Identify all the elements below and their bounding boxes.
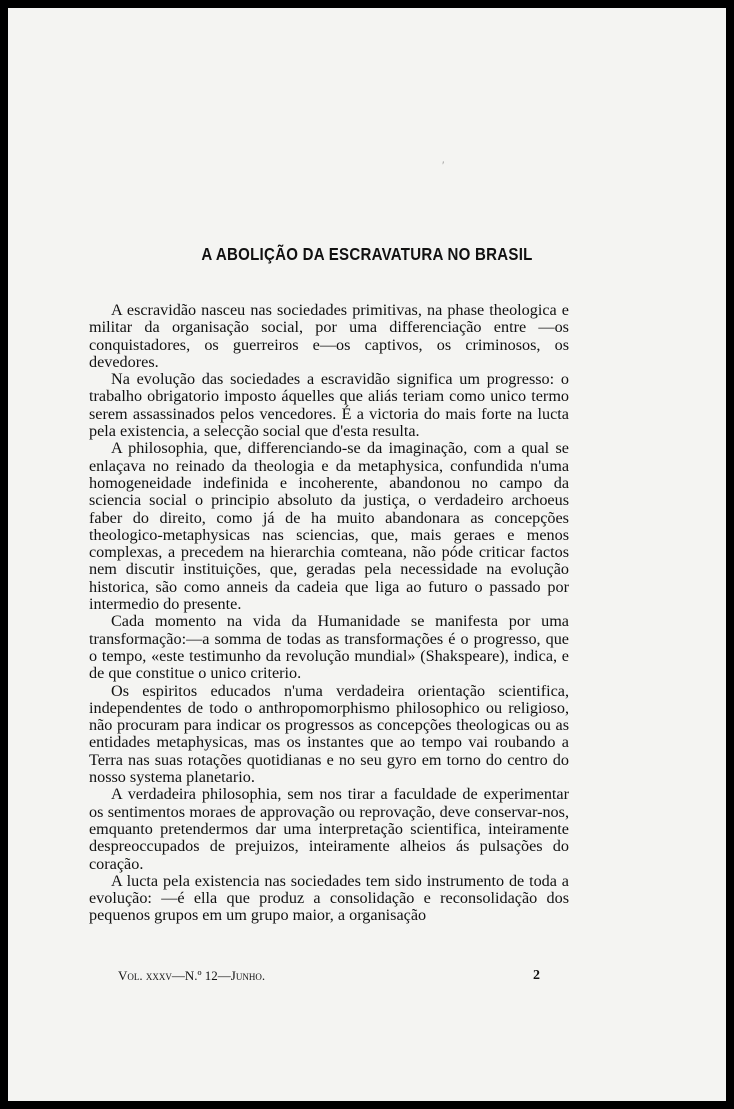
volume-line: Vol. xxxv—N.º 12—Junho. [118,968,266,983]
paragraph-3: A philosophia, que, differenciando-se da imaginação, com a qual se enlaçava no reinado da theologia e da metaphysica, confundida n'uma homogeneidade indefinida e incoherente, abandonou no campo da sciencia social o principio absoluto da justiça, o verdadeiro archoeus faber do direito, como já de ha muito abandonara as concepções theologico-metaphysicas nas sciencias, que, mais geraes e menos complexas, a precedem na hierarchia comteana, não póde criticar factos nem discutir instituições, que, geradas pela necessidade na evolução historica, são como anneis da cadeia que liga ao futuro o passado por intermedio do presente. [89,439,569,614]
article-title: A ABOLIÇÃO DA ESCRAVATURA NO BRASIL [201,244,533,264]
paragraph-2: Na evolução das sociedades a escravidão significa um progresso: o trabalho obrigatorio imposto áquelles que aliás teriam como unico termo serem assassinados pelos vencedores. É a victoria do mais forte na lucta pela existencia, a selecção social que d'esta resulta. [89,370,569,441]
paragraph-6: A verdadeira philosophia, sem nos tirar a faculdade de experimentar os sentimentos moraes de approvação ou reprovação, deve conservar-nos, emquanto pretendermos dar uma interpretação scientifica, inteiramente despreoccupados de prejuizos, inteiramente alheios ás pulsações do coração. [89,785,569,873]
document-page [8,8,726,1101]
stray-mark: ′ [442,158,445,172]
paragraph-7: A lucta pela existencia nas sociedades tem sido instrumento de toda a evolução: —é ella que produz a consolidação e reconsolidação dos pequenos grupos em um grupo maior, a organisação [89,871,569,925]
paragraph-4: Cada momento na vida da Humanidade se manifesta por uma transformação:—a somma de todas as transformações é o progresso, que o tempo, «este testimunho da revolução mundial» (Shakspeare), indica, e de que constitue o unico criterio. [89,612,569,683]
paragraph-5: Os espiritos educados n'uma verdadeira orientação scientifica, independentes de todo o anthropomorphismo philosophico ou religioso, não procuram para indicar os progressos as concepções theologicas ou as entidades metaphysicas, mas os instantes que ao tempo vai roubando a Terra nas suas rotações quotidianas e no seu gyro em torno do centro do nosso systema planetario. [89,681,569,787]
article-body [89,302,569,925]
paragraph-1: A escravidão nasceu nas sociedades primitivas, na phase theologica e militar da organisação social, por uma differenciação entre —os conquistadores, os guerreiros e—os captivos, os criminosos, os devedores. [89,301,569,371]
page-number: 2 [533,968,540,983]
